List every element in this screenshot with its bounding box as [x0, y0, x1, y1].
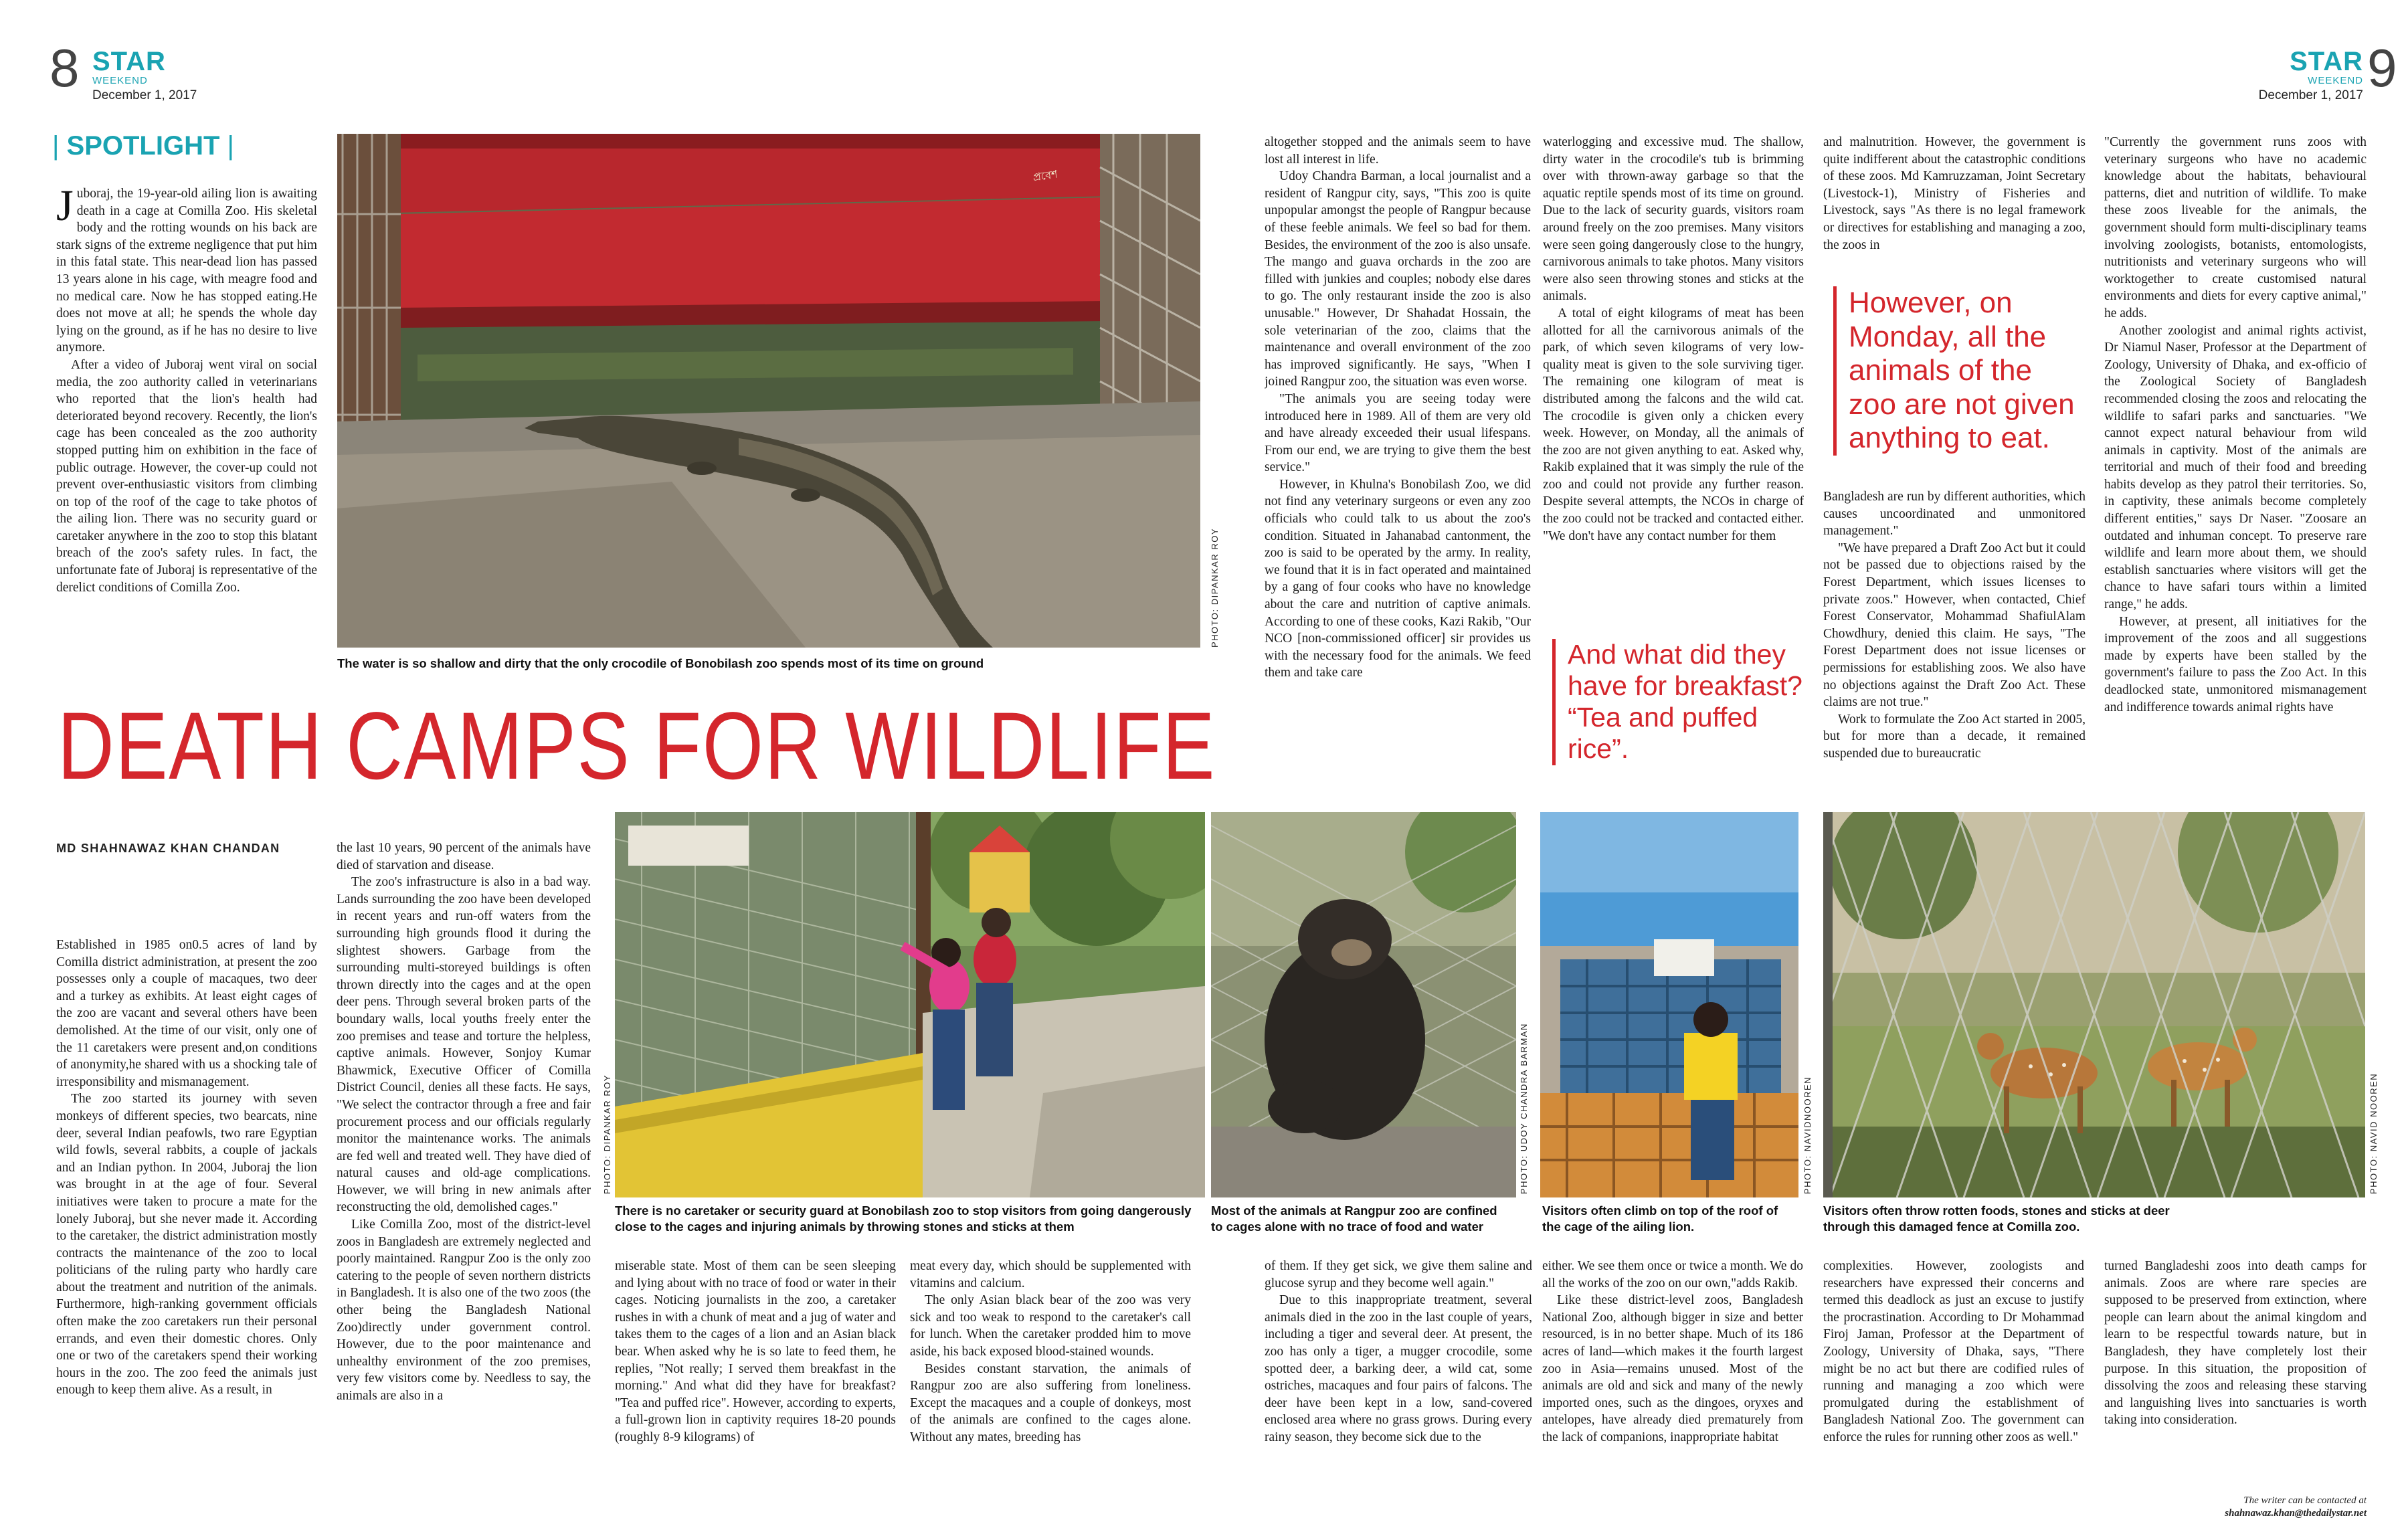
writer-contact-email: shahnawaz.khan@thedailystar.net [2225, 1508, 2367, 1519]
crocodile-photo-caption: The water is so shallow and dirty that the only crocodile of Bonobilash zoo spends most of its time on ground [337, 656, 984, 670]
intro-column [56, 185, 317, 714]
body-column-2 [337, 840, 591, 1525]
body-column-5b [1265, 1258, 1532, 1525]
body-col5-p1: altogether stopped and the animals seem to have lost all interest in life. [1265, 135, 1531, 167]
drop-cap: J [56, 185, 74, 230]
deer-fence-photo [1823, 812, 2365, 1197]
left-brand-star: STAR [92, 47, 166, 76]
visitors-cage-photo [615, 812, 1205, 1197]
right-brand-weekend: WEEKEND [2308, 75, 2363, 86]
body-column-4 [910, 1258, 1191, 1525]
body-col1-p1: Established in 1985 on0.5 acres of land by Comilla district administration, at present the zoo possesses only a couple of macaques, two deer and a turkey as exhibits. At least eight cages of the zoo are vacant and several others have been demolished. At the time of our visit, only one of the 11 caretakers were present and,on conditions of anonymity,he shared with us a shocking tale of irresponsibility and mismanagement. [56, 938, 317, 1089]
body-column-5 [1265, 134, 1531, 788]
body-col6b-p1: either. We see them once or twice a month. We do all the works of the zoo on our own,"adds Rakib. [1542, 1259, 1803, 1290]
bear-photo-caption: Most of the animals at Rangpur zoo are confined to cages alone with no trace of food and water [1211, 1204, 1497, 1234]
body-column-8b [2104, 1258, 2367, 1485]
body-col4-p3: Besides constant starvation, the animals of Rangpur zoo are also suffering from loneliness. Except the macaques and a couple of donkeys, most of the animals are confined to the cages alone. Without any mates, breeding has [910, 1361, 1191, 1444]
body-column-6b [1542, 1258, 1803, 1525]
body-column-7 [1823, 134, 2086, 268]
writer-contact [2104, 1495, 2367, 1520]
left-date: December 1, 2017 [92, 88, 197, 102]
body-column-3 [615, 1258, 896, 1525]
body-col7-p2: Bangladesh are run by different authorities, which causes uncoordinated and unmonitored management." [1823, 490, 2086, 539]
lion-cage-photo-credit: PHOTO: NAVIDNOOREN [1802, 1076, 1813, 1194]
body-column-1 [56, 937, 317, 1525]
body-col6-p2: A total of eight kilograms of meat has been allotted for all the carnivorous animals of the park, of which seven kilograms of very low-quality meat is given to the sole surviving tiger. The remaining one kilogram of meat is distributed among the falcons and the wild cat. The crocodile is given only a chicken every week. However, on Monday, all the animals of the zoo are not given anything to eat. Asked why, Rakib explained that it was simply the rule of the zoo and could not provide any further reason. Despite several attempts, the NCOs in charge of the zoo could not be tracked and contacted either. "We don't have any contact number for them [1543, 306, 1804, 543]
body-column-6 [1543, 134, 1804, 610]
lion-cage-photo [1540, 812, 1798, 1197]
crocodile-photo-credit: PHOTO: DIPANKAR ROY [1210, 528, 1220, 648]
body-col2-p1: the last 10 years, 90 percent of the animals have died of starvation and disease. [337, 841, 591, 872]
body-col2-p3: Like Comilla Zoo, most of the district-level zoos in Bangladesh are extremely neglected and poorly maintained. Rangpur Zoo is the only zoo catering to the people of seven northern districts in Bangladesh. It is also one of the two zoos (the other being the Bangladesh National Zoo)directly under government control. However, due to the poor maintenance and unhealthy environment of the zoo premises, very few visitors come by. Needless to say, the animals are also in a [337, 1218, 591, 1403]
pull-quote-breakfast: And what did they have for breakfast? “Tea and puffed rice”. [1552, 639, 1807, 765]
lion-cage-photo-caption: Visitors often climb on top of the roof of the cage of the ailing lion. [1542, 1204, 1778, 1234]
section-label: SPOTLIGHT [66, 131, 220, 161]
writer-contact-label: The writer can be contacted at [2243, 1495, 2367, 1506]
bear-illustration [1211, 812, 1516, 1197]
body-col2-p2: The zoo's infrastructure is also in a bad way. Lands surrounding the zoo have been developed in recent years and run-off waters from the surrounding high grounds flood it during the slightest showers. Garbage from the surrounding multi-storeyed buildings is often thrown directly into the cages and at the open deer pens. Through several broken parts of the boundary walls, local youths freely enter the zoo premises and tease and torture the helpless, captive animals. However, Sonjoy Kumar Bhawmick, Executive Officer of Comilla District Council, denies all these facts. He says, "We select the contractor through a free and fair procurement process and our officials regularly monitor the maintenance works. The animals are fed well and treated well. They have died of natural causes and old-age complications. However, we will bring in new animals after reconstructing the old, demolished cages." [337, 875, 591, 1215]
body-col8-p2: Another zoologist and animal rights activist, Dr Niamul Naser, Professor at the Department of Zoology, University of Dhaka, and ex-officio of the Zoological Society of Bangladesh recommended closing the zoos and relocating the wildlife to safari parks and sanctuaries. "We cannot expect natural behaviour from wild animals in captivity. Most of the animals are territorial and much of their food and breeding habits develop as they patrol their territories. So, in captivity, these animals become completely different entities," says Dr Naser. "Zoosare an outdated and inhuman concept. To preserve rare wildlife and learn more about them, we should establish sanctuaries where visitors will get the chance to have safari tours within a limited range," he adds. [2104, 323, 2367, 612]
section-bar-left: | [52, 131, 67, 161]
body-col1-p2: The zoo started its journey with seven monkeys of different species, two bearcats, nine deer, several Indian peafowls, two rare Egyptian wild fowls, several rabbits, a couple of jackals and an Indian python. In 2004, Juboraj the lion was brought in at the age of four. Several initiatives were taken to procure a mate for the lonely Juboraj, but she never made it. According to the caretaker, the district administration mostly contracts the maintenance of the zoo to local politicians of the ruling party who hardly care about the treatment and nutrition of the animals. Furthermore, high-ranking government officials often make the zoo caretakers run their personal errands, and even their domestic chores. Only one or two of the caretakers spend their working hours in the zoo. The zoo feed the animals just enough to keep them alive. As a result, in [56, 1092, 317, 1398]
deer-fence-photo-caption: Visitors often throw rotten foods, stones and sticks at deer through this damaged fence at Comilla zoo. [1823, 1204, 2170, 1234]
body-col5-p4: However, in Khulna's Bonobilash Zoo, we did not find any veterinary surgeons or even any zoo officials who could talk to us about the zoo's condition. Situated in Jahanabad cantonment, the zoo is said to be operated by the army. In reality, we found that it is in fact operated and maintained by a gang of four cooks who have no knowledge about the care and nutrition of captive animals. According to one of these cooks, Kazi Rakib, "Our NCO [non-commissioned officer] sir provides us with the necessary food for the animals. We feed them and take care [1265, 477, 1531, 680]
body-col4-p1: meat every day, which should be supplemented with vitamins and calcium. [910, 1259, 1191, 1290]
deer-fence-illustration [1823, 812, 2365, 1197]
left-brand-logo [92, 48, 166, 86]
body-col7-p1: and malnutrition. However, the government is quite indifferent about the catastrophic conditions of these zoos. Md Kamruzzaman, Joint Secretary (Livestock-1), Ministry of Fisheries and Livestock, says "As there is no legal framework or directives for establishing and managing a zoo, the zoos in [1823, 135, 2086, 252]
body-column-7b [1823, 1258, 2084, 1525]
body-col5b-p1: of them. If they get sick, we give them saline and glucose syrup and they become well again." [1265, 1259, 1532, 1290]
right-page-number: 9 [2367, 38, 2397, 98]
body-col7-p3: "We have prepared a Draft Zoo Act but it could not be passed due to objections raised by the Forest Department, which issues licenses to private zoos." However, when contacted, Chief Forest Conservator, Mohammad ShafiulAlam Chowdhury, denied this claim. He says, "The Forest Department does not issue licenses or permissions for establishing zoos. We also have no objections against the Draft Zoo Act. These claims are not true." [1823, 541, 2086, 710]
crocodile-illustration [337, 134, 1200, 648]
left-page-number: 8 [50, 38, 80, 98]
body-col3-p1: miserable state. Most of them can be seen sleeping and lying about with no trace of food or water in their cages. Noticing journalists in the zoo, a caretaker rushes in with a chunk of meat and a jug of water and takes them to the cages of a lion and an Asian black bear. When asked why he is so late to feed them, he replies, "Not really; I served them breakfast in the morning." And what did they have for breakfast? "Tea and puffed rice". However, according to experts, a full-grown lion in captivity requires 18-20 pounds (roughly 8-9 kilograms) of [615, 1259, 896, 1444]
body-col8b-p1: turned Bangladeshi zoos into death camps for animals. Zoos are where rare species are supposed to be preserved from extinction, where people can learn about the animal kingdom and learn to be respectful towards nature, but in Bangladesh, they have completely lost their purpose. In this situation, the proposition of dissolving the zoos and releasing these starving and languishing lives into sanctuaries is worth taking into consideration. [2104, 1259, 2367, 1428]
left-brand-weekend: WEEKEND [92, 75, 148, 86]
bear-photo-credit: PHOTO: UDOY CHANDRA BARMAN [1519, 1023, 1529, 1194]
visitors-cage-photo-credit: PHOTO: DIPANKAR ROY [602, 1074, 612, 1194]
body-col7-p4: Work to formulate the Zoo Act started in 2005, but for more than a decade, it remained suspended due to bureaucratic [1823, 712, 2086, 761]
byline: MD SHAHNAWAZ KHAN CHANDAN [56, 842, 280, 855]
right-date: December 1, 2017 [2258, 88, 2363, 102]
body-column-8 [2104, 134, 2367, 788]
section-bar-right: | [219, 131, 234, 161]
intro-paragraph-2: After a video of Juboraj went viral on social media, the zoo authority called in veterinarians who reported that the lion's health had deteriorated beyond recovery. Recently, the lion's cage has been concealed as the zoo authority stopped putting him on exhibition in the face of public outrage. However, the cover-up could not prevent over-enthusiastic visitors from climbing on top of the roof of the cage to take photos of the ailing lion. There was no security guard or caretaker anywhere in the zoo to stop this blatant breach of the zoo's safety rules. In fact, the unfortunate fate of Juboraj is representative of the derelict conditions of Comilla Zoo. [56, 357, 317, 595]
right-brand-logo [2290, 48, 2363, 86]
body-col5-p3: "The animals you are seeing today were introduced here in 1989. All of them are very old and have already exceeded their usual lifespans. From our end, we are trying to give them the best service." [1265, 391, 1531, 475]
intro-paragraph-1-text: uboraj, the 19-year-old ailing lion is awaiting death in a cage at Comilla Zoo. His skeletal body and the rotting wounds on his back are stark signs of the extreme negligence that put him in this fatal state. This near-dead lion has passed 13 years alone in his cage, with meagre food and no medical care. Now he has stopped eating.He does not move at all; he spends the whole day lying on the ground, as if he has no desire to live anymore. [56, 187, 317, 355]
visitors-cage-photo-caption: There is no caretaker or security guard at Bonobilash zoo to stop visitors from going dangerously close to the cages and injuring animals by throwing stones and sticks at them [615, 1204, 1192, 1234]
pull-quote-monday: However, on Monday, all the animals of the zoo are not given anything to eat. [1833, 286, 2088, 456]
lion-cage-illustration [1540, 812, 1798, 1197]
body-col5-p2: Udoy Chandra Barman, a local journalist and a resident of Rangpur city, says, "This zoo is quite unpopular amongst the people of Rangpur because of these feeble animals. We feel so bad for them. Besides, the environment of the zoo is also unsafe. The mango and guava orchards in the zoo are filled with junkies and couples; nobody else dares to go. The only restaurant inside the zoo is also unusable." However, Dr Shahadat Hossain, the sole veterinarian of the zoo, claims that the maintenance and overall environment of the zoo has improved significantly. He says, "When I joined Rangpur zoo, the situation was even worse. [1265, 169, 1531, 389]
body-col6b-p2: Like these district-level zoos, Bangladesh National Zoo, although bigger in size and better resourced, is in no better shape. Much of its 186 acres of land—which makes it the fourth largest zoo in Asia—remains unused. Most of the animals are old and sick and many of the newly imported ones, such as the dingoes, oryxes and antelopes, have already died prematurely from the lack of companions, inappropriate habitat [1542, 1293, 1803, 1444]
body-col6-p1: waterlogging and excessive mud. The shallow, dirty water in the crocodile's tub is brimming over with thrown-away garbage so that the aquatic reptile spends most of its time on ground. Due to the lack of security guards, visitors roam around freely on the zoo premises. Many visitors were seen going dangerously close to the hungry, carnivorous animals to take photos. Many visitors were also seen throwing stones and sticks at the animals. [1543, 135, 1804, 304]
body-col8-p3: However, at present, all initiatives for the improvement of the zoos and all suggestions made by experts have been stalled by the government's failure to pass the Zoo Act. In this deadlocked state, unmonitored mismanagement and indifference towards animal rights have [2104, 614, 2367, 714]
body-col8-p1: "Currently the government runs zoos with veterinary surgeons who have no academic knowledge about the habitats, behavioural patterns, diet and nutrition of wildlife. To make these zoos liveable for the animals, the government should form multi-disciplinary teams involving zoologists, botanists, entomologists, nutritionists and veterinary surgeons who will worktogether to create customised natural environments and diets for every captive animal," he adds. [2104, 135, 2367, 320]
headline: DEATH CAMPS FOR WILDLIFE [58, 693, 1216, 799]
body-col7b-p1: complexities. However, zoologists and researchers have expressed their concerns and termed this deadlock as just an excuse to justify the procrastination. According to Dr Mohammad Firoj Jaman, Professor at the Department of Zoology, University of Dhaka, says, "There might be no act but there are codified rules of running and managing a zoo which were promulgated during the establishment of Bangladesh National Zoo. The government can enforce the rules for running other zoos as well." [1823, 1259, 2084, 1444]
visitors-cage-illustration [615, 812, 1205, 1197]
crocodile-cage-sign: প্রবেশ [1032, 169, 1058, 184]
body-col5b-p2: Due to this inappropriate treatment, several animals died in the zoo in the last couple of years, including a tiger and several deer. At present, the zoo has only a tiger, a mugger crocodile, some spotted deer, a barking deer, a wild cat, some ostriches, macaques and four pairs of falcons. The deer have been kept in a low, sand-covered enclosed area where no grass grows. During every rainy season, they become sick due to the [1265, 1293, 1532, 1444]
body-col4-p2: The only Asian black bear of the zoo was very sick and too weak to respond to the caretaker's call for lunch. When the caretaker prodded him to move aside, his back exposed blood-stained wounds. [910, 1293, 1191, 1359]
crocodile-photo [337, 134, 1200, 648]
intro-paragraph-1 [56, 185, 317, 357]
section-tag [52, 130, 234, 162]
right-brand-star: STAR [2290, 47, 2363, 76]
body-column-7-continued [1823, 488, 2086, 788]
deer-fence-photo-credit: PHOTO: NAVID NOOREN [2369, 1072, 2379, 1194]
bear-photo [1211, 812, 1516, 1197]
